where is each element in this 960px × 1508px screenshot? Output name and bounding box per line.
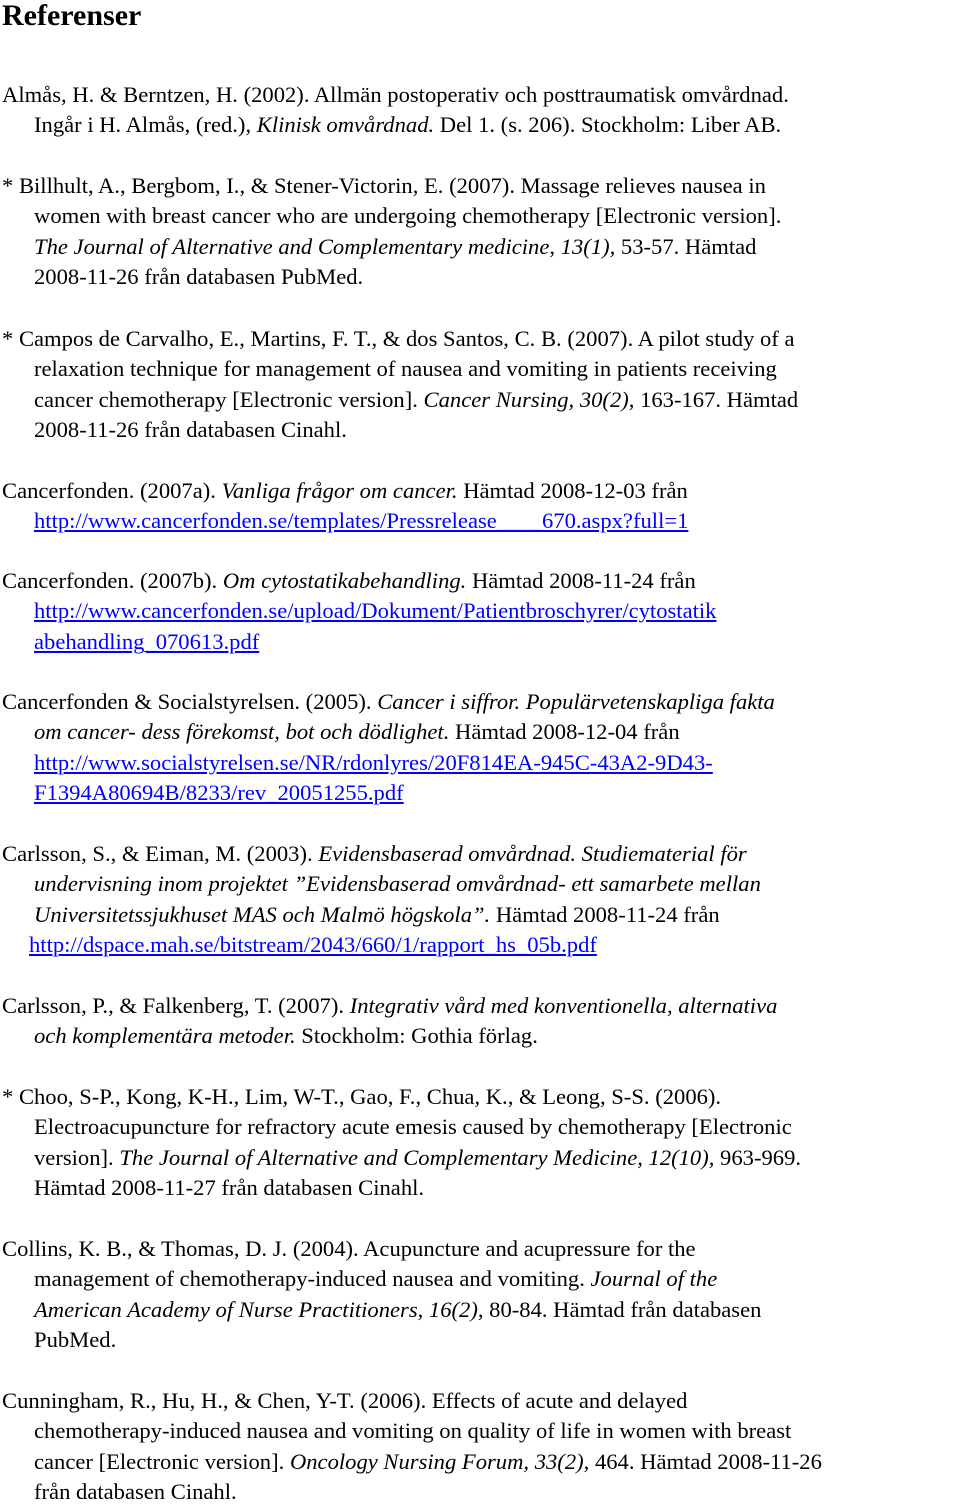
ref-line: från databasen Cinahl. [34, 1479, 237, 1505]
reference-link[interactable]: http://www.cancerfonden.se/templates/Pressrelease____670.aspx?full=1 [34, 508, 689, 534]
reference-almas-2002 [2, 80, 952, 141]
ref-line: Collins, K. B., & Thomas, D. J. (2004). Acupuncture and acupressure for the [2, 1236, 696, 1261]
ref-line: * Choo, S-P., Kong, K-H., Lim, W-T., Gao, F., Chua, K., & Leong, S-S. (2006). [2, 1084, 722, 1109]
ref-title-italic: Cancer i siffror. Populärvetenskapliga fakta [377, 689, 775, 714]
ref-title-italic: Om cytostatikabehandling. [222, 568, 467, 593]
ref-text: 53-57. Hämtad [615, 233, 757, 259]
ref-line [2, 1295, 952, 1325]
ref-line [2, 778, 952, 808]
ref-text: 464. Hämtad 2008-11-26 [589, 1448, 822, 1474]
ref-title-italic: The Journal of Alternative and Complementary Medicine, 12(10), [119, 1144, 715, 1170]
ref-line [2, 627, 952, 657]
ref-text: Carlsson, P., & Falkenberg, T. (2007). [2, 993, 350, 1018]
ref-title-italic: undervisning inom projektet ”Evidensbaserad omvårdnad- ett samarbete mellan [34, 871, 761, 897]
ref-title-italic: Vanliga frågor om cancer. [221, 478, 458, 503]
ref-text: Stockholm: Gothia förlag. [295, 1023, 538, 1049]
ref-line [2, 1143, 952, 1173]
reference-collins-2004 [2, 1234, 952, 1356]
ref-line: Cunningham, R., Hu, H., & Chen, Y-T. (2006). Effects of acute and delayed [2, 1388, 688, 1413]
ref-line [2, 839, 952, 869]
ref-line: PubMed. [34, 1327, 117, 1353]
reference-carlsson-eiman-2003 [2, 839, 952, 961]
ref-line [2, 748, 952, 778]
ref-line: * Billhult, A., Bergbom, I., & Stener-Victorin, E. (2007). Massage relieves nausea in [2, 173, 766, 198]
ref-line [2, 930, 952, 960]
reference-carlsson-falkenberg-2007 [2, 991, 952, 1052]
ref-text: Hämtad 2008-12-03 från [457, 478, 688, 503]
ref-line [2, 991, 952, 1021]
ref-line [2, 1021, 952, 1051]
ref-title-italic: Integrativ vård med konventionella, alternativa [349, 993, 778, 1018]
ref-text: 963-969. [714, 1144, 802, 1170]
ref-text: Ingår i H. Almås, (red.), [34, 112, 257, 138]
reference-link[interactable]: http://dspace.mah.se/bitstream/2043/660/1/rapport_hs_05b.pdf [29, 932, 597, 958]
ref-text: Hämtad 2008-11-24 från [490, 901, 720, 927]
reference-campos-2007 [2, 324, 952, 446]
ref-title-italic: The Journal of Alternative and Complementary medicine, 13(1), [34, 233, 616, 259]
ref-text: Cancerfonden. (2007b). [2, 568, 223, 593]
reference-cancerfonden-2007b [2, 566, 952, 657]
ref-title-italic: Journal of the [590, 1266, 718, 1292]
ref-title-italic: om cancer- dess förekomst, bot och dödlighet. [34, 719, 450, 745]
reference-billhult-2007 [2, 171, 952, 293]
ref-text: cancer chemotherapy [Electronic version]. [34, 386, 424, 412]
ref-title-italic: Klinisk omvårdnad. [256, 112, 435, 138]
ref-line: 2008-11-26 från databasen Cinahl. [34, 417, 347, 443]
reference-link[interactable]: http://www.socialstyrelsen.se/NR/rdonlyres/20F814EA-945C-43A2-9D43- [34, 749, 713, 775]
ref-title-italic: och komplementära metoder. [34, 1023, 296, 1049]
ref-text: version]. [34, 1144, 120, 1170]
ref-title-italic: American Academy of Nurse Practitioners, 16(2), [34, 1296, 484, 1322]
ref-line [2, 110, 952, 140]
ref-text: management of chemotherapy-induced nausea and vomiting. [34, 1266, 591, 1292]
reference-choo-2006 [2, 1082, 952, 1204]
reference-cancerfonden-socialstyrelsen-2005 [2, 687, 952, 809]
ref-line: 2008-11-26 från databasen PubMed. [34, 264, 364, 290]
ref-title-italic: Cancer Nursing, 30(2), [423, 386, 635, 412]
ref-line [2, 1264, 952, 1294]
ref-line [2, 476, 952, 506]
ref-text: Hämtad 2008-12-04 från [449, 719, 680, 745]
ref-text: 163-167. Hämtad [634, 386, 799, 412]
ref-text: Del 1. (s. 206). Stockholm: Liber AB. [434, 112, 782, 138]
reference-link[interactable]: http://www.cancerfonden.se/upload/Dokument/Patientbroschyrer/cytostatik [34, 598, 717, 624]
reference-cunningham-2006 [2, 1386, 952, 1508]
ref-line: women with breast cancer who are undergoing chemotherapy [Electronic version]. [34, 203, 782, 229]
ref-text: Hämtad 2008-11-24 från [466, 568, 696, 593]
ref-line [2, 1447, 952, 1477]
ref-line [2, 869, 952, 899]
reference-link[interactable]: abehandling_070613.pdf [34, 628, 260, 654]
ref-line [2, 687, 952, 717]
ref-text: Cancerfonden & Socialstyrelsen. (2005). [2, 689, 378, 714]
ref-text: Cancerfonden. (2007a). [2, 478, 222, 503]
ref-text: 80-84. Hämtad från databasen [483, 1296, 762, 1322]
ref-line: relaxation technique for management of nausea and vomiting in patients receiving [34, 356, 777, 382]
ref-line: * Campos de Carvalho, E., Martins, F. T., & dos Santos, C. B. (2007). A pilot study of a [2, 326, 795, 351]
ref-line [2, 717, 952, 747]
ref-title-italic: Oncology Nursing Forum, 33(2), [289, 1448, 590, 1474]
ref-title-italic: Evidensbaserad omvårdnad. Studiematerial för [318, 841, 747, 866]
ref-text: Carlsson, S., & Eiman, M. (2003). [2, 841, 319, 866]
ref-line: Electroacupuncture for refractory acute emesis caused by chemotherapy [Electronic [34, 1114, 792, 1140]
page-title: Referenser [2, 0, 142, 32]
ref-line: Almås, H. & Berntzen, H. (2002). Allmän postoperativ och posttraumatisk omvårdnad. [2, 82, 789, 107]
ref-line: Hämtad 2008-11-27 från databasen Cinahl. [34, 1175, 425, 1201]
ref-line [2, 385, 952, 415]
ref-line [2, 566, 952, 596]
ref-title-italic: Universitetssjukhuset MAS och Malmö högskola”. [34, 901, 491, 927]
ref-line [2, 596, 952, 626]
ref-line [2, 232, 952, 262]
ref-line [2, 506, 952, 536]
ref-line: chemotherapy-induced nausea and vomiting on quality of life in women with breast [34, 1418, 792, 1444]
ref-line [2, 900, 952, 930]
reference-cancerfonden-2007a [2, 476, 952, 537]
ref-text: cancer [Electronic version]. [34, 1448, 290, 1474]
reference-link[interactable]: F1394A80694B/8233/rev_20051255.pdf [34, 780, 404, 806]
